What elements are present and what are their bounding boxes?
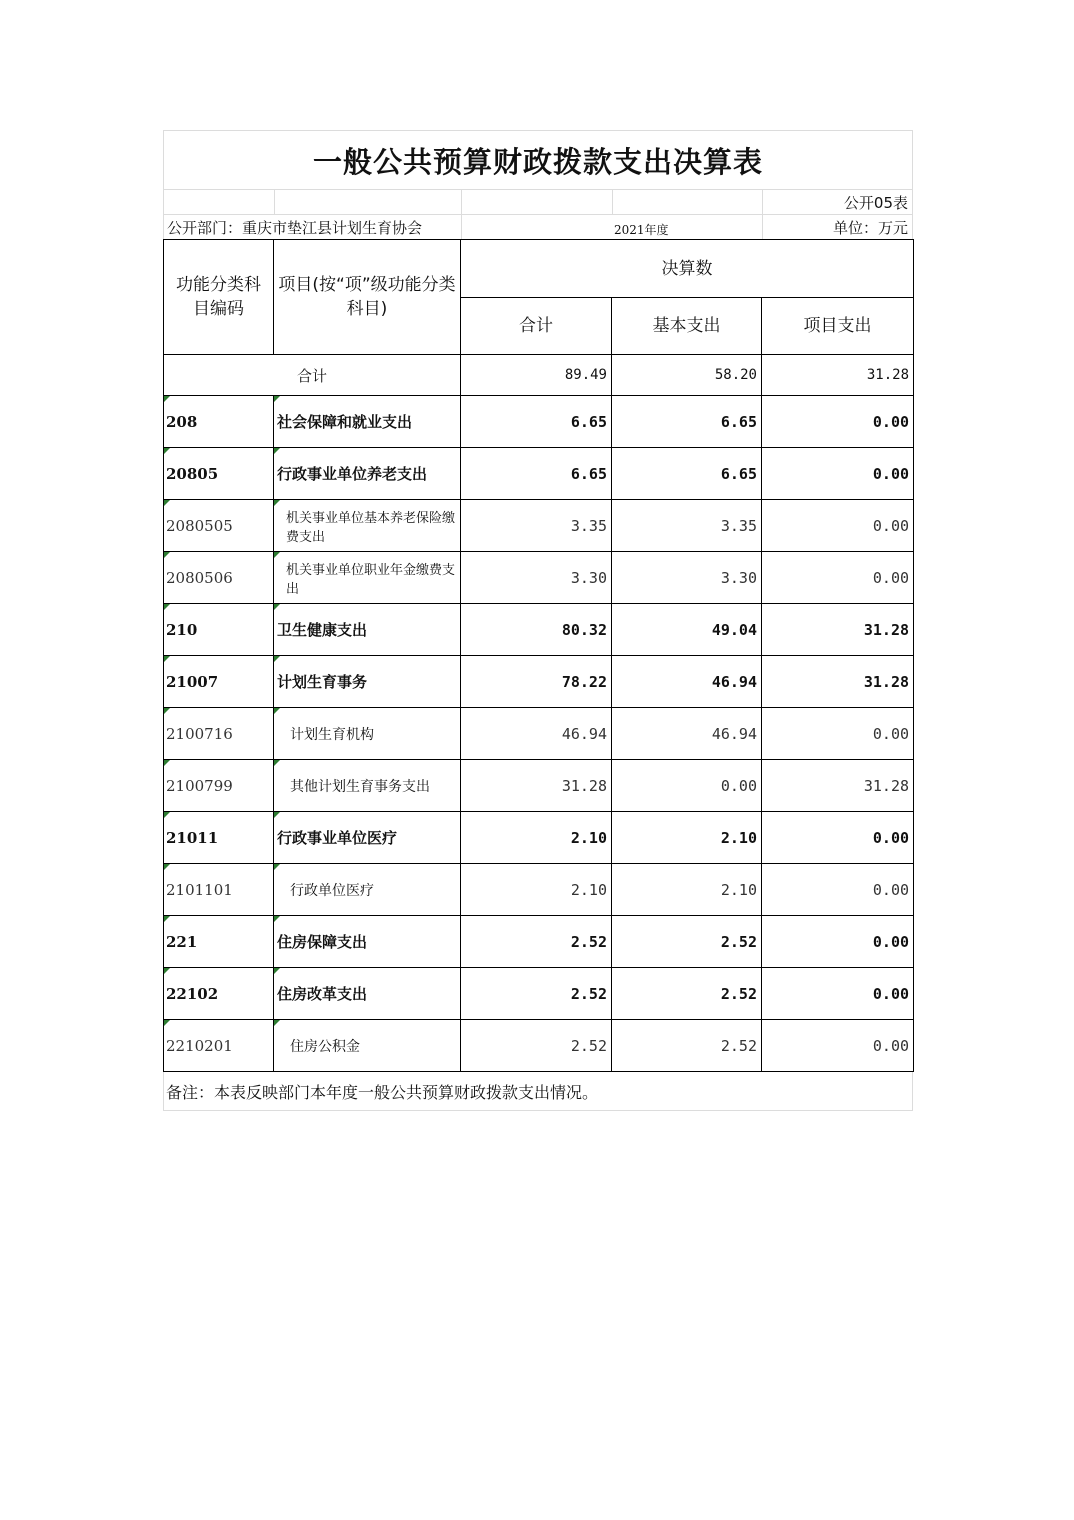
cell-indicator-icon (274, 812, 280, 818)
row-name: 机关事业单位职业年金缴费支出 (286, 562, 456, 597)
cell-indicator-icon (164, 864, 170, 870)
row-name: 计划生育机构 (290, 726, 374, 743)
row-total: 3.35 (461, 500, 612, 552)
row-project: 31.28 (762, 760, 914, 812)
row-total: 31.28 (461, 760, 612, 812)
page-title: 一般公共预算财政拨款支出决算表 (312, 144, 763, 179)
fiscal-year: 2021年度 (614, 223, 669, 237)
cell-indicator-icon (274, 656, 280, 662)
row-code: 221 (166, 932, 198, 951)
row-project: 0.00 (762, 812, 914, 864)
form-number: 公开05表 (843, 194, 908, 212)
form-number-row (163, 189, 913, 214)
table-row (164, 448, 914, 500)
table-row (164, 760, 914, 812)
cell-indicator-icon (164, 552, 170, 558)
department-label: 公开部门：重庆市垫江县计划生育协会 (167, 219, 423, 237)
cell-indicator-icon (164, 448, 170, 454)
table-row (164, 396, 914, 448)
row-basic: 2.10 (612, 812, 762, 864)
row-project: 0.00 (762, 916, 914, 968)
cell-indicator-icon (164, 708, 170, 714)
row-name: 计划生育事务 (277, 673, 368, 691)
cell-indicator-icon (274, 1020, 280, 1026)
row-basic: 0.00 (612, 760, 762, 812)
row-name: 行政单位医疗 (290, 882, 374, 899)
cell-indicator-icon (274, 916, 280, 922)
header-total: 合计 (461, 298, 612, 355)
row-total: 2.52 (461, 916, 612, 968)
table-row (164, 708, 914, 760)
cell-indicator-icon (164, 656, 170, 662)
row-total: 80.32 (461, 604, 612, 656)
row-basic: 3.30 (612, 552, 762, 604)
row-name: 住房保障支出 (277, 933, 368, 951)
cell-indicator-icon (274, 448, 280, 454)
budget-sheet (163, 130, 913, 1111)
table-row (164, 812, 914, 864)
cell-indicator-icon (274, 552, 280, 558)
total-project: 31.28 (762, 355, 914, 396)
row-name: 行政事业单位养老支出 (277, 465, 428, 483)
row-project: 0.00 (762, 448, 914, 500)
header-code: 功能分类科目编码 (164, 240, 274, 355)
row-project: 0.00 (762, 500, 914, 552)
row-basic: 2.52 (612, 1020, 762, 1072)
row-name: 行政事业单位医疗 (277, 829, 398, 847)
cell-indicator-icon (164, 812, 170, 818)
cell-indicator-icon (274, 396, 280, 402)
row-name: 社会保障和就业支出 (277, 413, 413, 431)
cell-indicator-icon (164, 760, 170, 766)
row-total: 2.10 (461, 864, 612, 916)
cell-indicator-icon (164, 1020, 170, 1026)
row-code: 210 (166, 620, 198, 639)
total-sum: 89.49 (461, 355, 612, 396)
row-code: 22102 (166, 984, 219, 1003)
row-name: 卫生健康支出 (277, 621, 368, 639)
table-row (164, 604, 914, 656)
header-item: 项目(按“项”级功能分类科目) (274, 240, 461, 355)
total-basic: 58.20 (612, 355, 762, 396)
row-basic: 2.52 (612, 968, 762, 1020)
row-name: 住房公积金 (290, 1038, 360, 1055)
row-name: 住房改革支出 (277, 985, 368, 1003)
title-row (163, 130, 913, 189)
row-basic: 2.52 (612, 916, 762, 968)
cell-indicator-icon (164, 396, 170, 402)
row-code: 2080505 (166, 516, 233, 535)
header-group: 决算数 (461, 240, 914, 298)
row-basic: 46.94 (612, 656, 762, 708)
row-code: 2210201 (166, 1036, 233, 1055)
table-row (164, 864, 914, 916)
cell-indicator-icon (274, 760, 280, 766)
row-basic: 3.35 (612, 500, 762, 552)
row-total: 6.65 (461, 396, 612, 448)
row-code: 20805 (166, 464, 219, 483)
row-total: 46.94 (461, 708, 612, 760)
table-row (164, 552, 914, 604)
cell-indicator-icon (164, 500, 170, 506)
row-code: 21011 (166, 828, 219, 847)
row-project: 31.28 (762, 604, 914, 656)
unit-label: 单位：万元 (832, 219, 908, 237)
row-basic: 46.94 (612, 708, 762, 760)
table-row (164, 656, 914, 708)
cell-indicator-icon (164, 968, 170, 974)
row-code: 2100799 (166, 776, 233, 795)
row-total: 78.22 (461, 656, 612, 708)
row-code: 208 (166, 412, 198, 431)
row-project: 0.00 (762, 1020, 914, 1072)
row-code: 21007 (166, 672, 219, 691)
row-code: 2080506 (166, 568, 233, 587)
cell-indicator-icon (274, 968, 280, 974)
cell-indicator-icon (274, 864, 280, 870)
row-project: 31.28 (762, 656, 914, 708)
row-code: 2101101 (166, 880, 233, 899)
row-total: 6.65 (461, 448, 612, 500)
footnote-text: 备注：本表反映部门本年度一般公共预算财政拨款支出情况。 (166, 1082, 599, 1102)
header-basic: 基本支出 (612, 298, 762, 355)
row-project: 0.00 (762, 396, 914, 448)
row-total: 3.30 (461, 552, 612, 604)
row-project: 0.00 (762, 552, 914, 604)
row-basic: 6.65 (612, 448, 762, 500)
table-row (164, 968, 914, 1020)
total-row (164, 355, 914, 396)
row-name: 其他计划生育事务支出 (290, 778, 430, 795)
footnote (163, 1072, 913, 1111)
cell-indicator-icon (274, 500, 280, 506)
cell-indicator-icon (164, 604, 170, 610)
meta-row (163, 214, 913, 239)
cell-indicator-icon (164, 916, 170, 922)
cell-indicator-icon (274, 604, 280, 610)
row-basic: 49.04 (612, 604, 762, 656)
total-label: 合计 (164, 355, 461, 396)
header-project: 项目支出 (762, 298, 914, 355)
expenditure-table (163, 239, 914, 1072)
row-name: 机关事业单位基本养老保险缴费支出 (286, 510, 456, 545)
row-total: 2.10 (461, 812, 612, 864)
row-project: 0.00 (762, 708, 914, 760)
row-total: 2.52 (461, 968, 612, 1020)
row-project: 0.00 (762, 864, 914, 916)
row-total: 2.52 (461, 1020, 612, 1072)
table-row (164, 916, 914, 968)
cell-indicator-icon (274, 708, 280, 714)
row-basic: 6.65 (612, 396, 762, 448)
table-row (164, 500, 914, 552)
row-basic: 2.10 (612, 864, 762, 916)
row-project: 0.00 (762, 968, 914, 1020)
row-code: 2100716 (166, 724, 233, 743)
table-row (164, 1020, 914, 1072)
